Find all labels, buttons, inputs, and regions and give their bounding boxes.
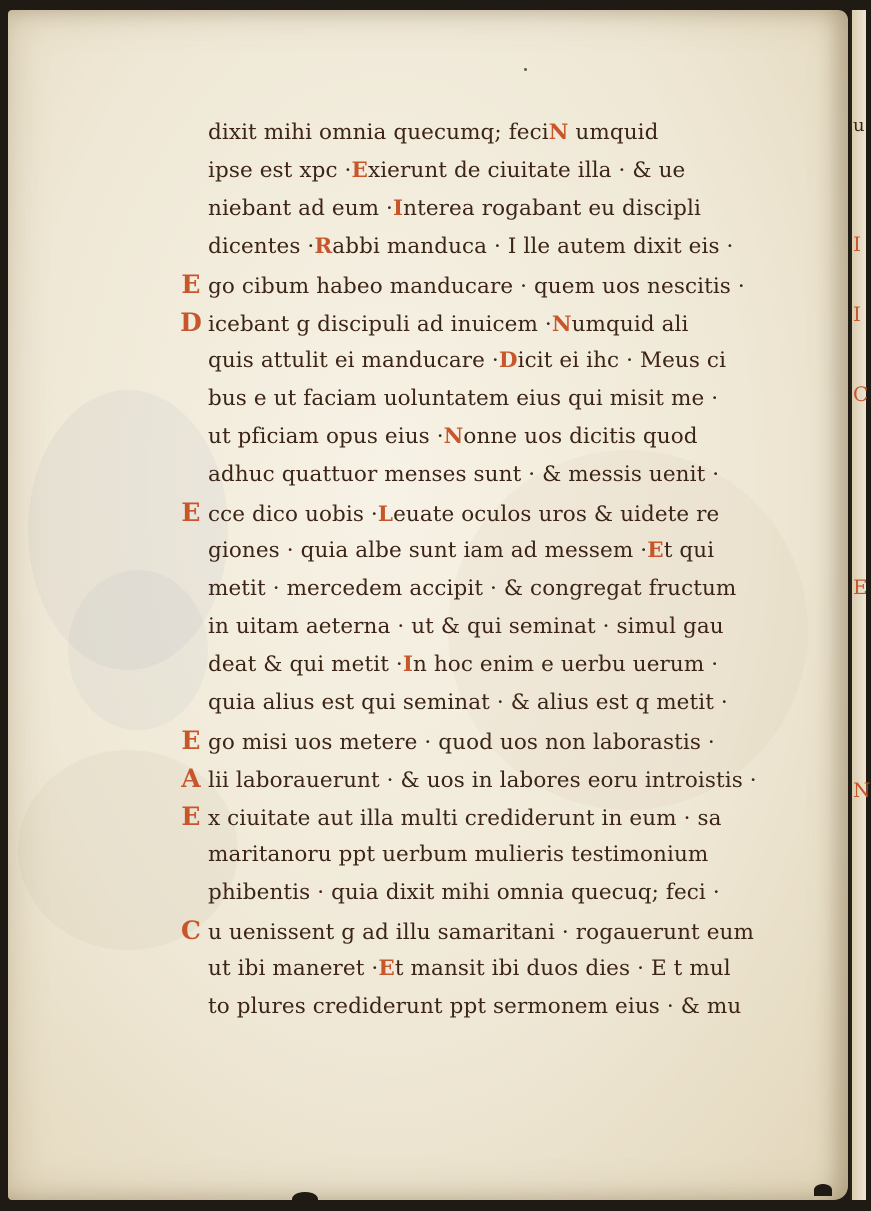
manuscript-page <box>8 10 848 1200</box>
text-line <box>174 572 736 606</box>
text-line <box>174 534 714 568</box>
rubricated-letter: N <box>551 312 572 337</box>
line-text-tail: onne uos dicitis quod <box>463 424 698 449</box>
text-line <box>174 838 708 872</box>
line-text: dixit mihi omnia quecumq; feci <box>208 120 549 145</box>
text-line <box>174 610 724 644</box>
facing-page-initial: C <box>853 382 869 406</box>
line-text: lii laborauerunt · & uos in labores eoru introistis · <box>208 768 757 793</box>
text-line <box>174 800 722 834</box>
facing-page-edge <box>850 10 871 1200</box>
text-line <box>174 116 659 150</box>
line-text: dicentes · <box>208 234 315 259</box>
page-tear <box>292 1192 318 1206</box>
text-line <box>174 344 726 378</box>
initial-letter: C <box>181 916 201 945</box>
initial-letter: E <box>181 726 201 755</box>
rubricated-letter: N <box>548 120 569 145</box>
text-line <box>174 762 757 796</box>
line-text: to plures crediderunt ppt sermonem eius · & mu <box>208 994 742 1019</box>
initial-letter: E <box>181 802 201 831</box>
line-text-tail: t mansit ibi duos dies · E t mul <box>394 956 731 981</box>
line-text-tail: euate oculos uros & uidete re <box>393 502 720 527</box>
text-line <box>174 876 720 910</box>
initial-letter: D <box>180 308 202 337</box>
rubricated-letter: N <box>443 424 464 449</box>
text-line <box>174 230 733 264</box>
rubricated-letter: L <box>377 502 394 527</box>
gutter-line <box>850 10 852 1200</box>
text-line <box>174 952 731 986</box>
line-text: ut ibi maneret · <box>208 956 379 981</box>
text-line <box>174 420 698 454</box>
line-text-tail: icit ei ihc · Meus ci <box>517 348 727 373</box>
text-line <box>174 154 685 188</box>
line-text: ut pficiam opus eius · <box>208 424 444 449</box>
text-line <box>174 724 715 758</box>
initial-letter: E <box>181 498 201 527</box>
line-text-tail: xierunt de ciuitate illa · & ue <box>367 158 686 183</box>
rubricated-letter: E <box>351 158 368 183</box>
rubricated-letter: I <box>393 196 404 221</box>
line-text: niebant ad eum · <box>208 196 393 221</box>
text-line <box>174 458 719 492</box>
line-text: phibentis · quia dixit mihi omnia quecuq; feci · <box>208 880 720 905</box>
facing-page-text: u <box>853 115 865 136</box>
text-line <box>174 306 688 340</box>
text-line <box>174 648 718 682</box>
line-text-tail: abbi manduca · I lle autem dixit eis · <box>332 234 734 259</box>
line-text: x ciuitate aut illa multi crediderunt in eum · sa <box>208 806 722 831</box>
text-line <box>174 914 754 948</box>
line-text: quia alius est qui seminat · & alius est q metit · <box>208 690 728 715</box>
line-text-tail: n hoc enim e uerbu uerum · <box>412 652 719 677</box>
text-line <box>174 990 741 1024</box>
facing-page-initial: N <box>853 778 871 802</box>
line-text-tail: umquid ali <box>571 312 689 337</box>
rubricated-letter: E <box>378 956 395 981</box>
initial-letter: E <box>181 270 201 299</box>
line-text: quis attulit ei manducare · <box>208 348 499 373</box>
line-text: giones · quia albe sunt iam ad messem · <box>208 538 648 563</box>
text-line <box>174 268 745 302</box>
line-text: in uitam aeterna · ut & qui seminat · simul gau <box>208 614 724 639</box>
line-text-tail: umquid <box>568 120 659 145</box>
initial-letter: A <box>181 764 201 793</box>
text-line <box>174 382 718 416</box>
line-text: go misi uos metere · quod uos non laborastis · <box>208 730 715 755</box>
rubricated-letter: I <box>402 652 413 677</box>
line-text: bus e ut faciam uoluntatem eius qui misit me · <box>208 386 719 411</box>
line-text: maritanoru ppt uerbum mulieris testimonium <box>208 842 709 867</box>
line-text: deat & qui metit · <box>208 652 403 677</box>
rubricated-letter: E <box>647 538 664 563</box>
rubricated-letter: D <box>498 348 518 373</box>
ink-speck <box>524 68 527 71</box>
facing-page-initial: E <box>853 575 868 599</box>
line-text: cce dico uobis · <box>208 502 378 527</box>
line-text: icebant g discipuli ad inuicem · <box>208 312 552 337</box>
line-text: ipse est xpc · <box>208 158 352 183</box>
line-text: adhuc quattuor menses sunt · & messis uenit · <box>208 462 720 487</box>
page-tear <box>814 1184 832 1196</box>
line-text: metit · mercedem accipit · & congregat fructum <box>208 576 737 601</box>
line-text-tail: t qui <box>663 538 715 563</box>
facing-page-initial: I <box>853 302 861 326</box>
line-text: u uenissent g ad illu samaritani · rogauerunt eum <box>208 920 754 945</box>
text-line <box>174 686 728 720</box>
line-text: go cibum habeo manducare · quem uos nescitis · <box>208 274 745 299</box>
text-line <box>174 192 701 226</box>
text-line <box>174 496 719 530</box>
line-text-tail: nterea rogabant eu discipli <box>403 196 701 221</box>
facing-page-initial: I <box>853 232 861 256</box>
rubricated-letter: R <box>314 234 333 259</box>
